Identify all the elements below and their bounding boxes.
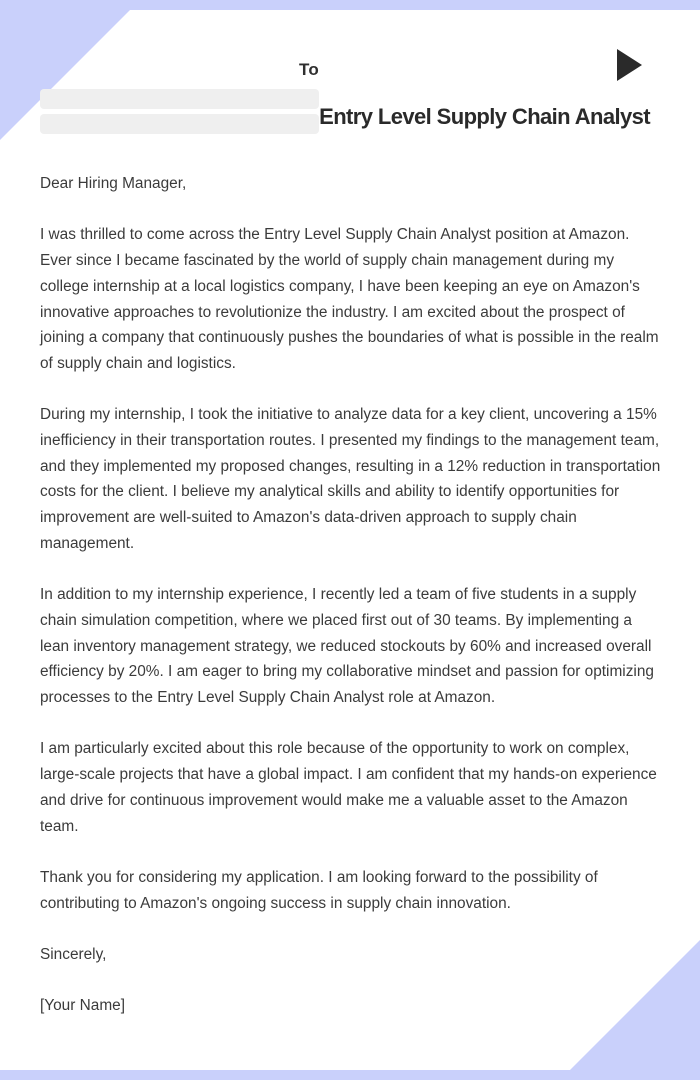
letter-body (40, 171, 664, 1019)
letter-page (0, 10, 700, 1070)
letter-paragraph: I am particularly excited about this role because of the opportunity to work on complex, large-scale projects that have a global impact. I am confident that my hands-on experience and drive for continuous improvement would make me a valuable asset to the Amazon team. (40, 740, 657, 835)
signature: [Your Name] (40, 997, 125, 1015)
recipient-placeholder-line-2 (40, 114, 319, 134)
letter-paragraph: Thank you for considering my application. I am looking forward to the possibility of contributing to Amazon's ongoing success in supply chain innovation. (40, 868, 598, 912)
letter-paragraph: During my internship, I took the initiative to analyze data for a key client, uncovering a 15% inefficiency in their transportation routes. I presented my findings to the management team, and they implemented my proposed changes, resulting in a 12% reduction in transportation costs for the client. I believe my analytical skills and ability to identify opportunities for improvement are well-suited to Amazon's data-driven approach to supply chain management. (40, 406, 661, 552)
recipient-label: To (299, 60, 319, 79)
play-icon[interactable] (617, 49, 642, 81)
closing: Sincerely, (40, 946, 107, 963)
document-title: Entry Level Supply Chain Analyst (319, 104, 650, 129)
recipient-placeholder-line-1 (40, 89, 319, 109)
letter-paragraph: In addition to my internship experience, I recently led a team of five students in a supply chain simulation competition, where we placed first out of 30 teams. By implementing a lean inventory management strategy, we reduced stockouts by 60% and increased overall efficiency by 20%. I am eager to bring my collaborative mindset and passion for optimizing processes to the Entry Level Supply Chain Analyst role at Amazon. (40, 586, 654, 707)
salutation: Dear Hiring Manager, (40, 175, 187, 192)
letter-paragraph: I was thrilled to come across the Entry Level Supply Chain Analyst position at Amazon. Ever since I became fascinated by the world of supply chain management during my college internship at a local logistics company, I have been keeping an eye on Amazon's innovative approaches to revolutionize the industry. I am excited about the prospect of joining a company that continuously pushes the boundaries of what is possible in the realm of supply chain and logistics. (40, 226, 659, 372)
